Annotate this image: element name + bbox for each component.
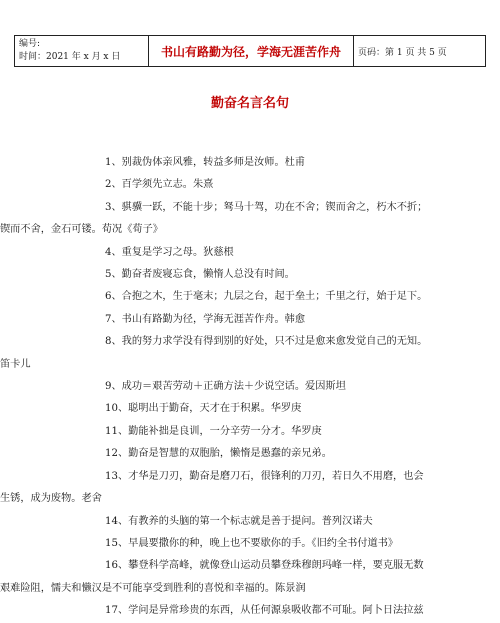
quote-line-continued: 艰难险阻，懦夫和懒汉是不可能享受到胜利的喜悦和幸福的。陈景润 (0, 582, 306, 594)
quote-line: 17、学问是异常珍贵的东西，从任何源泉吸收都不可耻。阿卜日法拉兹 (105, 605, 424, 617)
motto: 书山有路勤为径，学海无涯苦作舟 (160, 44, 341, 59)
header-page-cell (354, 36, 485, 66)
quote-line: 1、别裁伪体亲风雅，转益多师是汝师。杜甫 (105, 157, 306, 168)
quote-line: 8、我的努力求学没有得到别的好处，只不过是愈来愈发觉自己的无知。 (105, 336, 428, 348)
header-motto-cell (149, 36, 354, 66)
header-meta-cell (15, 36, 149, 66)
header-table (14, 35, 486, 67)
quote-line: 7、书山有路勤为径，学海无涯苦作舟。韩愈 (105, 313, 306, 325)
quote-line: 16、攀登科学高峰，就像登山运动员攀登珠穆朗玛峰一样，要克服无数 (105, 560, 424, 572)
quote-line: 10、聪明出于勤奋，天才在于积累。华罗庚 (105, 403, 302, 415)
quote-line-continued: 笛卡儿 (0, 358, 31, 370)
quote-line: 15、早晨要撒你的种，晚上也不要歇你的手。《旧约全书付道书》 (105, 537, 399, 549)
document-title: 勤奋名言名句 (210, 96, 289, 111)
quote-line: 13、才华是刀刃，勤奋是磨刀石，很锋利的刀刃，若日久不用磨，也会 (105, 470, 424, 482)
quote-list (0, 152, 440, 623)
quote-line: 11、勤能补拙是良训，一分辛劳一分才。华罗庚 (105, 425, 322, 437)
quote-line: 2、百学须先立志。朱熹 (105, 179, 214, 191)
number-label: 编号: (19, 39, 41, 49)
quote-line: 14、有教养的头脑的第一个标志就是善于提问。普列汉诺夫 (105, 515, 373, 527)
quote-line: 9、成功＝艰苦劳动＋正确方法＋少说空话。爱因斯坦 (105, 381, 346, 393)
quote-line-continued: 锲而不舍，金石可镂。荀况《荀子》 (0, 224, 163, 236)
quote-line: 6、合抱之木，生于毫末；九层之台，起于垒土；千里之行，始于足下。 (105, 291, 428, 303)
quote-line: 12、勤奋是智慧的双胞胎，懒惰是愚蠢的亲兄弟。 (105, 448, 332, 460)
time-label: 时间：2021 年 x 月 x 日 (19, 52, 121, 62)
page-label: 页码：第 1 页 共 5 页 (358, 47, 447, 58)
quote-line: 4、重复是学习之母。狄慈根 (105, 246, 234, 258)
quote-line: 5、勤奋者废寝忘食，懒惰人总没有时间。 (105, 269, 295, 281)
quote-line-continued: 生锈，成为废物。老舍 (0, 493, 102, 505)
quote-line: 3、骐骥一跃，不能十步；驽马十驾，功在不舍；锲而舍之，朽木不折； (105, 201, 428, 213)
